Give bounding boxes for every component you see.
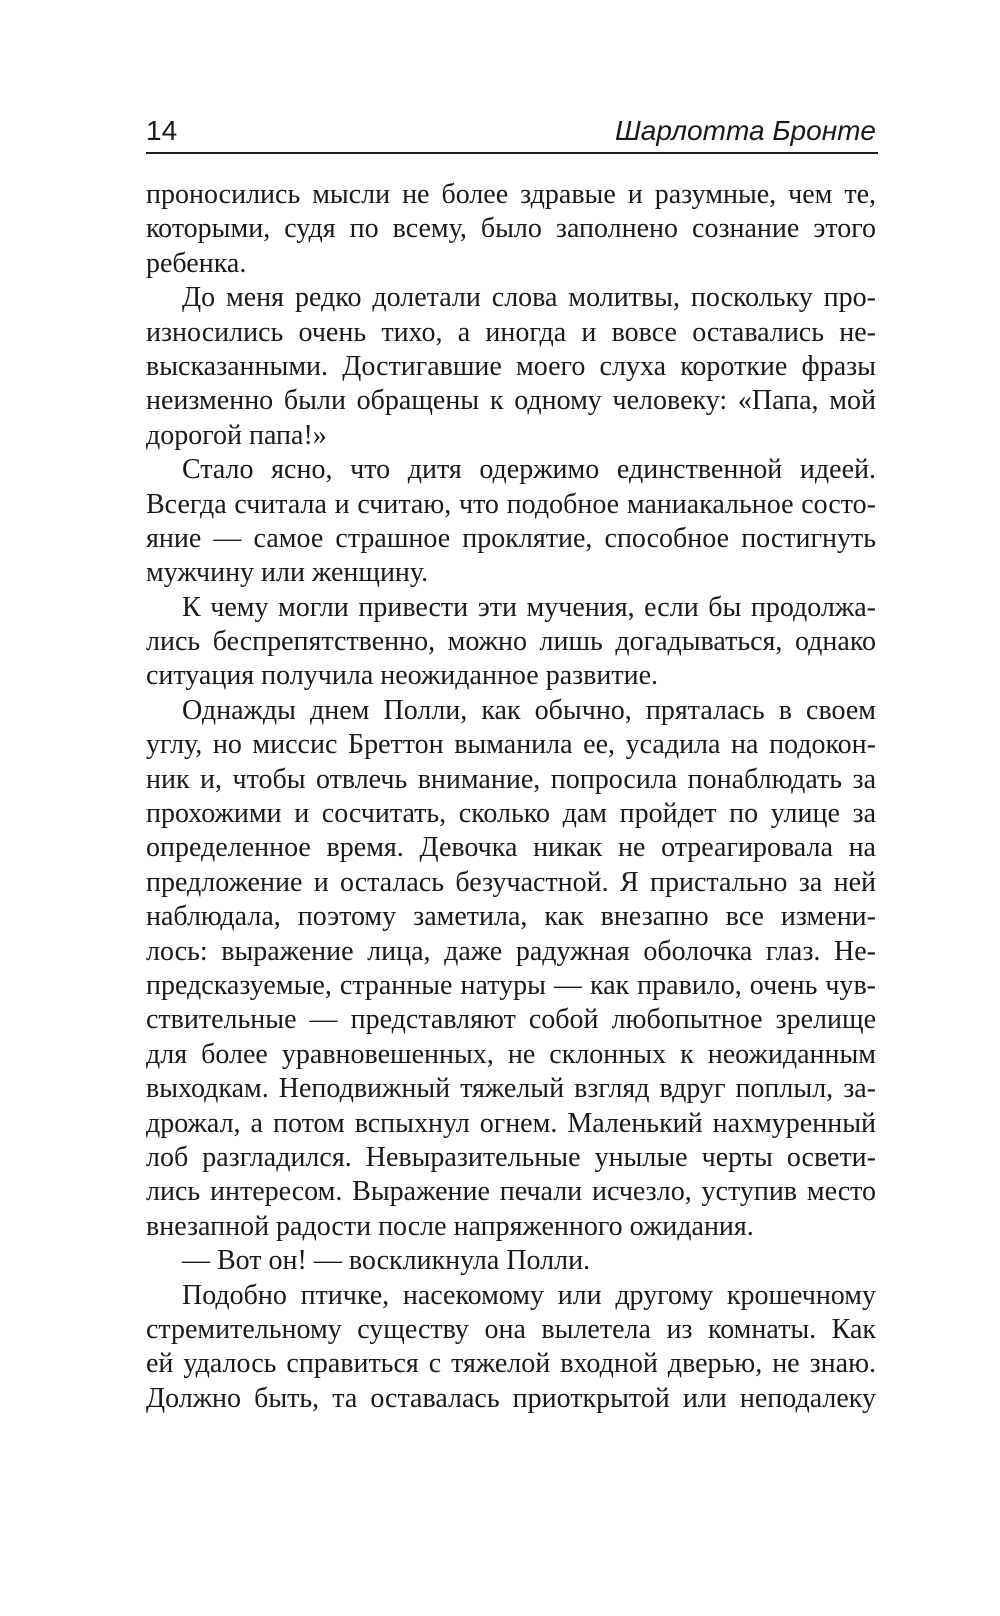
text-line: Однажды днем Полли, как обычно, пряталась в своем (182, 694, 876, 726)
text-line: предложение и осталась безучастной. Я пристально за ней (146, 866, 876, 898)
body-text (146, 178, 876, 1416)
text-line: Стало ясно, что дитя одержимо единственной идеей. (182, 454, 876, 486)
text-line: высказанными. Достигавшие моего слуха короткие фразы (146, 350, 876, 382)
text-line: Подобно птичке, насекомому или другому крошечному (182, 1279, 876, 1311)
text-line: лись интересом. Выражение печали исчезло, уступив место (146, 1176, 876, 1208)
text-line: лось: выражение лица, даже радужная оболочка глаз. Не- (146, 935, 876, 967)
running-title: Шарлотта Бронте (614, 115, 876, 146)
text-line: лоб разгладился. Невыразительные унылые черты освети- (146, 1141, 876, 1173)
text-line: яние — самое страшное проклятие, способное постигнуть (146, 522, 876, 554)
text-line: ситуация получила неожиданное развитие. (146, 660, 659, 692)
text-line: мужчину или женщину. (146, 557, 429, 589)
page-number: 14 (146, 115, 178, 146)
text-line: Всегда считала и считаю, что подобное маниакальное состо- (146, 488, 876, 520)
text-line: лись беспрепятственно, можно лишь догадываться, однако (146, 626, 876, 658)
text-line: внезапной радости после напряженного ожидания. (146, 1210, 754, 1242)
text-line: прохожими и сосчитать, сколько дам пройдет по улице за (146, 798, 876, 830)
text-line: стремительному существу она вылетела из комнаты. Как (146, 1313, 876, 1345)
text-line: — Вот он! — воскликнула Полли. (182, 1245, 591, 1277)
text-line: выходкам. Неподвижный тяжелый взгляд вдруг поплыл, за- (146, 1073, 876, 1105)
text-line: углу, но миссис Бреттон выманила ее, усадила на подокон- (146, 729, 876, 761)
text-line: ник и, чтобы отвлечь внимание, попросила понаблюдать за (146, 763, 876, 795)
text-line: износились очень тихо, а иногда и вовсе оставались не- (146, 316, 876, 348)
text-line: ствительные — представляют собой любопытное зрелище (146, 1004, 876, 1036)
text-line: дрожал, а потом вспыхнул огнем. Маленький нахмуренный (146, 1107, 876, 1139)
text-line: До меня редко долетали слова молитвы, поскольку про- (182, 282, 876, 314)
text-line: ей удалось справиться с тяжелой входной дверью, не знаю. (146, 1348, 876, 1380)
text-line: К чему могли привести эти мучения, если бы продолжа- (182, 591, 876, 623)
text-line: ребенка. (146, 247, 247, 279)
text-line: Должно быть, та оставалась приоткрытой или неподалеку (146, 1382, 876, 1414)
running-header (146, 112, 878, 154)
text-line: проносились мысли не более здравые и разумные, чем те, (146, 179, 876, 210)
text-line: для более уравновешенных, не склонных к неожиданным (146, 1038, 876, 1070)
text-line: наблюдала, поэтому заметила, как внезапно все измени- (146, 901, 876, 933)
text-line: которыми, судя по всему, было заполнено сознание этого (146, 213, 876, 245)
text-line: неизменно были обращены к одному человеку: «Папа, мой (146, 385, 876, 417)
text-line: предсказуемые, странные натуры — как правило, очень чув- (146, 969, 876, 1001)
text-line: определенное время. Девочка никак не отреагировала на (146, 832, 876, 864)
text-line: дорогой папа!» (146, 419, 327, 451)
